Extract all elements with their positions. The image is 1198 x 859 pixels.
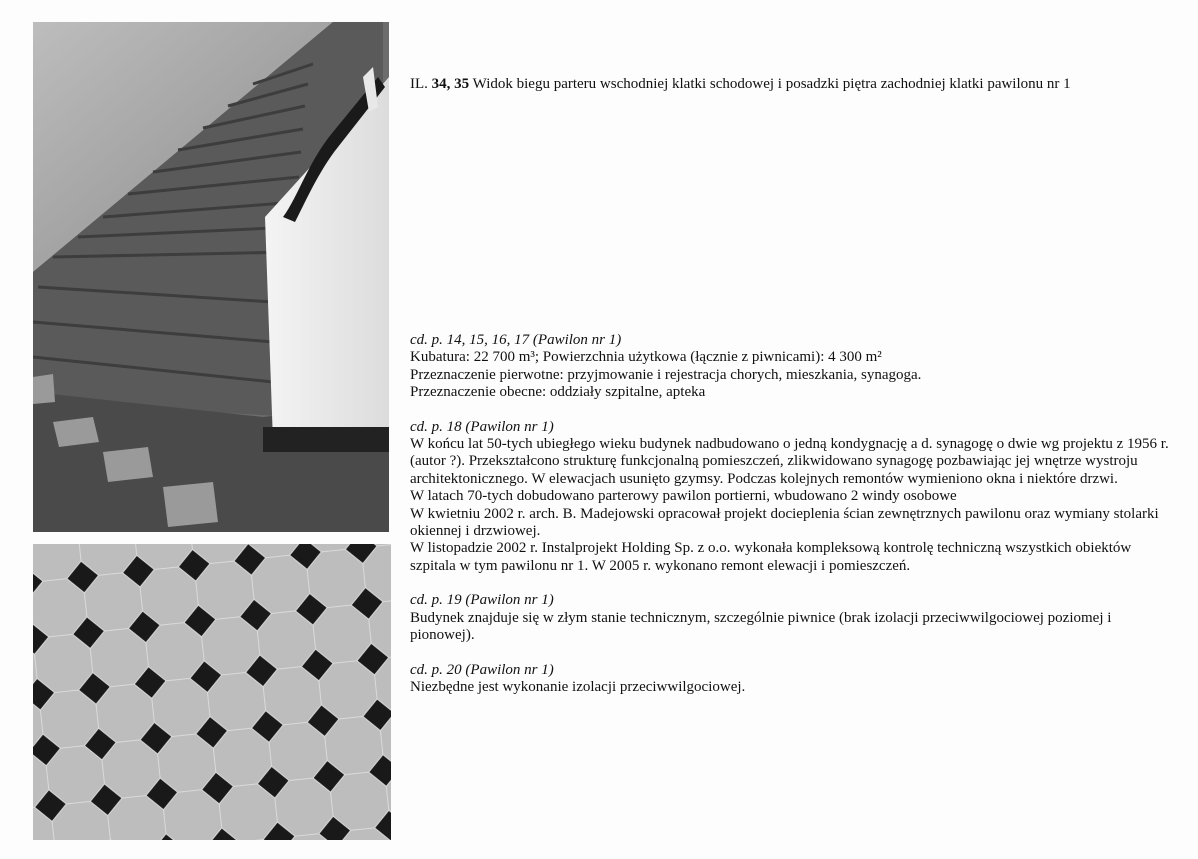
section-cd-p19 [410,592,1170,644]
description-text [410,332,1170,713]
section-line: W latach 70-tych dobudowano parterowy pawilon portierni, wbudowano 2 windy osobowe [410,488,957,505]
caption-text: Widok biegu parteru wschodniej klatki schodowej i posadzki piętra zachodniej klatki pawilonu nr 1 [469,76,1071,92]
section-cd-p20 [410,662,1170,697]
section-reference: cd. p. 19 (Pawilon nr 1) [410,592,554,609]
section-cd-p18 [410,419,1170,576]
caption-numbers: 34, 35 [431,76,470,92]
section-line: Przeznaczenie obecne: oddziały szpitalne, apteka [410,384,706,401]
section-cd-p14-17 [410,332,1170,402]
section-line: Budynek znajduje się w złym stanie technicznym, szczególnie piwnice (brak izolacji przeciwwilgociowej poziomej i pionowej). [410,609,1112,644]
staircase-photo [33,22,389,532]
section-line: Kubatura: 22 700 m³; Powierzchnia użytkowa (łącznie z piwnicami): 4 300 m² [410,349,882,366]
caption-prefix: IL. [410,76,432,92]
section-reference: cd. p. 14, 15, 16, 17 (Pawilon nr 1) [410,332,622,348]
section-line: Przeznaczenie pierwotne: przyjmowanie i rejestracja chorych, mieszkania, synagoga. [410,366,922,383]
section-reference: cd. p. 18 (Pawilon nr 1) [410,418,554,435]
section-line: W końcu lat 50-tych ubiegłego wieku budynek nadbudowano o jedną kondygnację a d. synagogę o dwie wg projektu z 1956 r. (autor ?). Przekształcono strukturę funkcjonalną pomieszczeń, zlikwidowano synagogę pozbawiając jej wnętrze wystroju architektonicznego. W elewacjach usunięto gzymsy. Podczas kolejnych remontów wymieniono okna i niektóre drzwi. [410,436,1169,487]
section-reference: cd. p. 20 (Pawilon nr 1) [410,661,554,678]
section-line: W kwietniu 2002 r. arch. B. Madejowski opracował projekt docieplenia ścian zewnętrznych pawilonu oraz wymiany stolarki okiennej i drzwiowej. [410,505,1159,540]
figure-caption [410,76,1071,93]
floor-tiles-photo [33,544,391,840]
section-line: Niezbędne jest wykonanie izolacji przeciwwilgociowej. [410,678,746,695]
section-line: W listopadzie 2002 r. Instalprojekt Holding Sp. z o.o. wykonała kompleksową kontrolę techniczną wszystkich obiektów szpitala w tym pawilonu nr 1. W 2005 r. wykonano remont elewacji i pomieszczeń. [410,540,1132,574]
